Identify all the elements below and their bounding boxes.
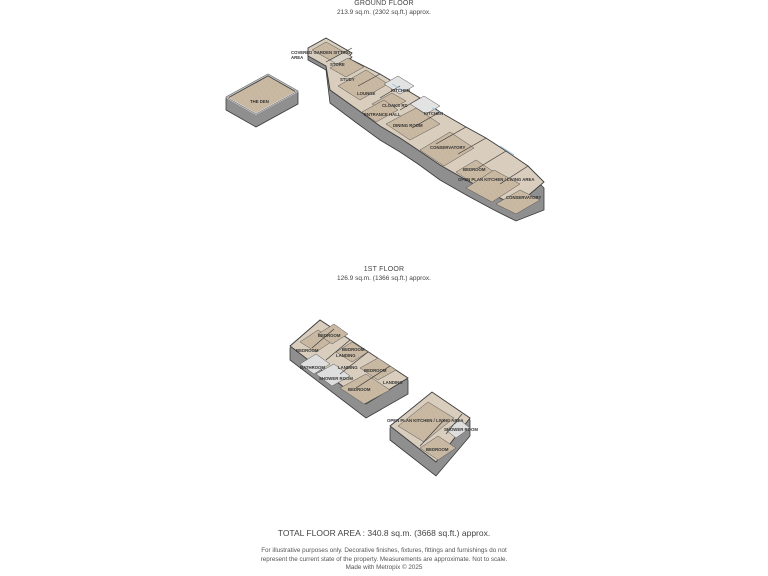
disclaimer-line-3: Made with Metropix © 2025	[345, 564, 423, 572]
label-open-plan-ground: OPEN PLAN KITCHEN / LIVING AREA	[458, 177, 535, 182]
disclaimer-line-2: represent the current state of the property. Measurements are approximate. Not to scale.	[260, 555, 508, 563]
label-conservatory-upper: CONSERVATORY	[430, 145, 466, 150]
label-lounge: LOUNGE	[357, 91, 376, 96]
label-entrance-hall: ENTRANCE HALL	[364, 112, 401, 117]
label-covered-garden-area: AREA	[291, 55, 304, 60]
total-floor-area: TOTAL FLOOR AREA : 340.8 sq.m. (3668 sq.ft.) approx.	[277, 528, 491, 538]
first-floor-plan	[290, 320, 478, 476]
label-ff-bedroom-3: BEDROOM	[342, 347, 365, 352]
label-ff-bedroom-annex: BEDROOM	[426, 447, 449, 452]
first-floor-title: 1ST FLOOR	[363, 266, 405, 273]
label-ff-landing-3: LANDING	[383, 380, 403, 385]
ground-floor-title: GROUND FLOOR	[354, 0, 414, 7]
first-floor-area: 126.9 sq.m. (1366 sq.ft.) approx.	[337, 275, 431, 282]
label-ff-landing-1: LANDING	[336, 353, 356, 358]
label-dining-room: DINING ROOM	[393, 123, 423, 128]
first-floor-annex-block	[390, 392, 470, 476]
disclaimer	[0, 547, 768, 573]
label-ff-bedroom-2: BEDROOM	[296, 348, 319, 353]
disclaimer-line-1: For illustrative purposes only. Decorative finishes, fixtures, fittings and furnishings do not	[261, 547, 507, 554]
label-cloaks: CLOAKS RD	[382, 103, 408, 108]
label-study: STUDY	[340, 77, 355, 82]
label-ff-open-plan: OPEN PLAN KITCHEN / LIVING AREA	[387, 418, 464, 423]
label-covered-garden: COVERED GARDEN SITTING	[291, 50, 351, 55]
ground-floor-plan	[226, 38, 544, 221]
label-ff-shower-room-annex: SHOWER ROOM	[444, 427, 478, 432]
label-the-den: THE DEN	[250, 99, 269, 104]
label-ff-bathroom: BATHROOM	[300, 365, 325, 370]
label-kitchen-lower: KITCHEN	[424, 111, 444, 116]
label-ff-bedroom-1: BEDROOM	[318, 333, 341, 338]
ground-floor-area: 213.9 sq.m. (2302 sq.ft.) approx.	[337, 9, 431, 16]
label-bedroom-ground: BEDROOM	[463, 167, 486, 172]
label-ff-bedroom-4: BEDROOM	[364, 368, 387, 373]
label-ff-bedroom-5: BEDROOM	[348, 387, 371, 392]
label-ff-shower-room: SHOWER ROOM	[319, 376, 353, 381]
label-ff-landing-2: LANDING	[338, 365, 358, 370]
label-store: STORE	[330, 62, 345, 67]
label-kitchen-upper: KITCHEN	[391, 88, 411, 93]
label-conservatory-lower: CONSERVATORY	[506, 195, 542, 200]
